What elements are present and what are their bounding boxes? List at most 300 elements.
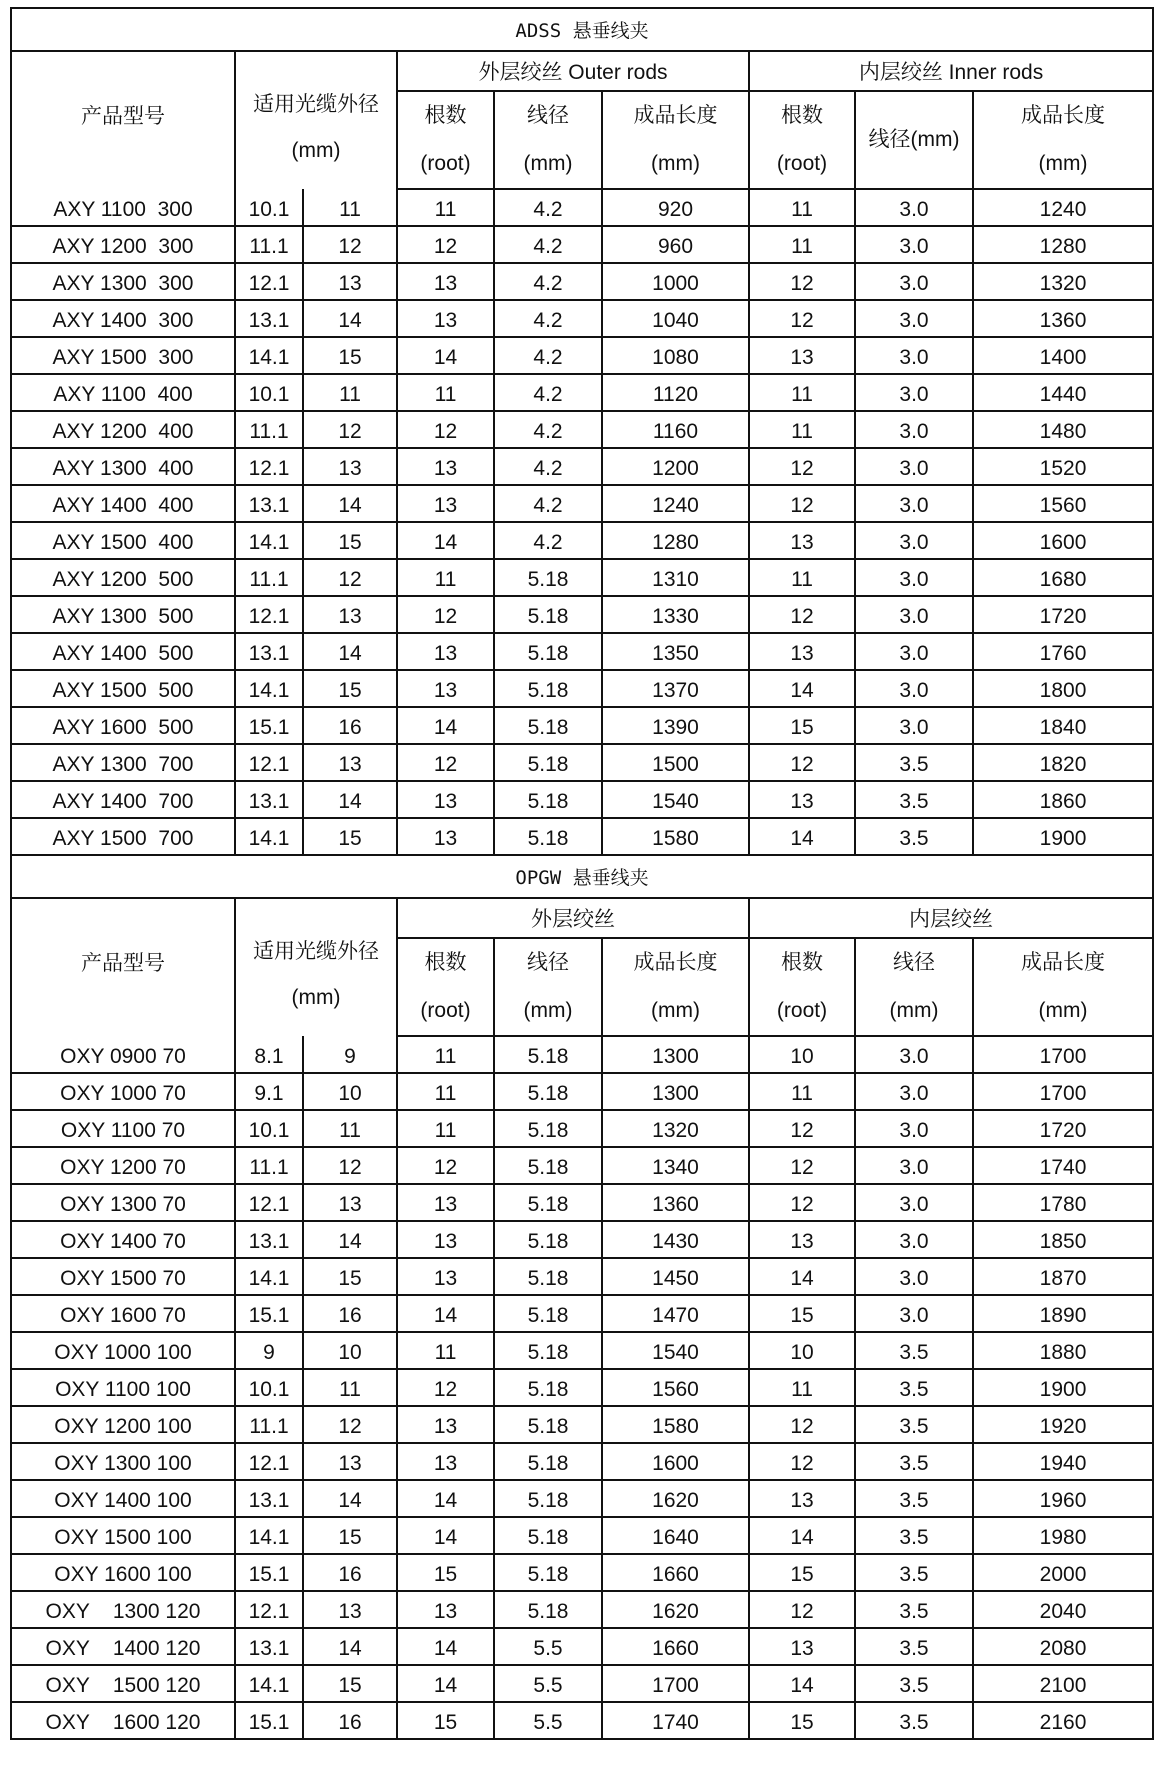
inner-wire: 3.5 (855, 744, 973, 781)
table-row (11, 1110, 1153, 1147)
inner-length: 1600 (973, 522, 1153, 559)
inner-length: 2000 (973, 1554, 1153, 1591)
outer-wire: 5.18 (494, 559, 602, 596)
table-row (11, 1554, 1153, 1591)
inner-wire: 3.5 (855, 1665, 973, 1702)
diameter-max: 15 (303, 1258, 397, 1295)
diameter-max: 14 (303, 633, 397, 670)
inner-wire: 3.0 (855, 1073, 973, 1110)
inner-count: 13 (749, 781, 855, 818)
outer-length: 1600 (602, 1443, 749, 1480)
outer-wire: 5.18 (494, 596, 602, 633)
outer-length: 1500 (602, 744, 749, 781)
opgw-header-inner-length-unit: (mm) (1038, 999, 1088, 1022)
model: OXY 1400 70 (11, 1221, 235, 1258)
opgw-header-outer-wire (494, 938, 602, 1036)
diameter-max: 13 (303, 1184, 397, 1221)
model: OXY 1500 70 (11, 1258, 235, 1295)
model: AXY 1500 500 (11, 670, 235, 707)
inner-wire: 3.5 (855, 781, 973, 818)
diameter-max: 13 (303, 744, 397, 781)
diameter-min: 10.1 (235, 189, 303, 226)
outer-length: 1580 (602, 818, 749, 855)
inner-count: 13 (749, 1628, 855, 1665)
outer-wire: 5.18 (494, 1480, 602, 1517)
diameter-max: 13 (303, 263, 397, 300)
outer-wire: 5.5 (494, 1702, 602, 1739)
outer-wire: 5.18 (494, 1554, 602, 1591)
diameter-max: 15 (303, 1517, 397, 1554)
table-row (11, 1480, 1153, 1517)
inner-length: 1280 (973, 226, 1153, 263)
inner-count: 12 (749, 1184, 855, 1221)
table-row (11, 300, 1153, 337)
outer-wire: 5.18 (494, 1369, 602, 1406)
outer-length: 1620 (602, 1591, 749, 1628)
diameter-max: 16 (303, 1702, 397, 1739)
outer-wire: 4.2 (494, 189, 602, 226)
diameter-max: 11 (303, 374, 397, 411)
adss-header-diameter (235, 51, 397, 189)
outer-count: 15 (397, 1702, 494, 1739)
inner-count: 15 (749, 1702, 855, 1739)
outer-length: 1160 (602, 411, 749, 448)
inner-count: 12 (749, 263, 855, 300)
diameter-max: 11 (303, 1110, 397, 1147)
inner-length: 1700 (973, 1073, 1153, 1110)
model: OXY 1200 70 (11, 1147, 235, 1184)
outer-count: 13 (397, 1184, 494, 1221)
inner-wire: 3.0 (855, 1184, 973, 1221)
outer-wire: 5.18 (494, 633, 602, 670)
inner-length: 1870 (973, 1258, 1153, 1295)
table-row (11, 596, 1153, 633)
outer-count: 13 (397, 781, 494, 818)
diameter-min: 9 (235, 1332, 303, 1369)
inner-wire: 3.5 (855, 1554, 973, 1591)
diameter-max: 12 (303, 559, 397, 596)
table-row (11, 1702, 1153, 1739)
outer-wire: 5.18 (494, 744, 602, 781)
inner-wire: 3.0 (855, 670, 973, 707)
outer-count: 11 (397, 189, 494, 226)
outer-length: 1310 (602, 559, 749, 596)
outer-count: 14 (397, 707, 494, 744)
opgw-header-outer-length-unit: (mm) (651, 999, 700, 1022)
diameter-min: 15.1 (235, 707, 303, 744)
inner-wire: 3.0 (855, 300, 973, 337)
inner-count: 12 (749, 1443, 855, 1480)
inner-wire: 3.5 (855, 1628, 973, 1665)
diameter-max: 13 (303, 1443, 397, 1480)
inner-count: 12 (749, 744, 855, 781)
adss-header-outer-length-label: 成品长度 (633, 104, 718, 127)
diameter-max: 15 (303, 670, 397, 707)
inner-wire: 3.0 (855, 1147, 973, 1184)
table-row (11, 670, 1153, 707)
adss-header-inner-count-label: 根数 (781, 104, 823, 127)
diameter-min: 12.1 (235, 1443, 303, 1480)
outer-length: 1580 (602, 1406, 749, 1443)
model: OXY 1400 100 (11, 1480, 235, 1517)
adss-header-outer-count-unit: (root) (420, 152, 471, 175)
table-row (11, 1591, 1153, 1628)
inner-length: 1700 (973, 1036, 1153, 1073)
diameter-min: 11.1 (235, 411, 303, 448)
inner-length: 1360 (973, 300, 1153, 337)
model: AXY 1100 400 (11, 374, 235, 411)
diameter-min: 10.1 (235, 1110, 303, 1147)
outer-count: 12 (397, 411, 494, 448)
outer-wire: 5.18 (494, 818, 602, 855)
model: OXY 1300 120 (11, 1591, 235, 1628)
outer-count: 14 (397, 1480, 494, 1517)
outer-length: 1240 (602, 485, 749, 522)
inner-count: 13 (749, 522, 855, 559)
adss-header-outer-group: 外层绞丝 Outer rods (397, 51, 749, 91)
opgw-header-inner-wire (855, 938, 973, 1036)
inner-length: 1400 (973, 337, 1153, 374)
outer-length: 1390 (602, 707, 749, 744)
inner-count: 14 (749, 818, 855, 855)
model: AXY 1400 700 (11, 781, 235, 818)
outer-length: 1540 (602, 781, 749, 818)
model: AXY 1600 500 (11, 707, 235, 744)
diameter-min: 12.1 (235, 263, 303, 300)
outer-count: 13 (397, 448, 494, 485)
inner-length: 1820 (973, 744, 1153, 781)
diameter-min: 12.1 (235, 1591, 303, 1628)
diameter-max: 12 (303, 1406, 397, 1443)
outer-wire: 4.2 (494, 411, 602, 448)
outer-wire: 4.2 (494, 448, 602, 485)
table-row (11, 559, 1153, 596)
inner-length: 1900 (973, 818, 1153, 855)
inner-count: 12 (749, 1591, 855, 1628)
outer-length: 1300 (602, 1073, 749, 1110)
table-row (11, 818, 1153, 855)
outer-wire: 4.2 (494, 300, 602, 337)
model: OXY 1000 70 (11, 1073, 235, 1110)
adss-header-inner-length (973, 91, 1153, 189)
diameter-min: 14.1 (235, 1258, 303, 1295)
table-row (11, 1665, 1153, 1702)
outer-count: 13 (397, 300, 494, 337)
inner-wire: 3.0 (855, 189, 973, 226)
outer-wire: 5.5 (494, 1628, 602, 1665)
outer-wire: 4.2 (494, 522, 602, 559)
diameter-min: 14.1 (235, 337, 303, 374)
outer-wire: 5.18 (494, 1184, 602, 1221)
adss-header-diameter-label: 适用光缆外径 (253, 93, 379, 116)
outer-count: 13 (397, 818, 494, 855)
outer-count: 11 (397, 1110, 494, 1147)
diameter-max: 14 (303, 300, 397, 337)
model: AXY 1200 400 (11, 411, 235, 448)
adss-header-inner-length-label: 成品长度 (1021, 104, 1106, 127)
outer-wire: 4.2 (494, 226, 602, 263)
outer-wire: 5.18 (494, 670, 602, 707)
inner-wire: 3.5 (855, 1480, 973, 1517)
adss-section-title: ADSS 悬垂线夹 (11, 8, 1153, 51)
adss-header-outer-wire-label: 线径 (527, 104, 569, 127)
diameter-min: 13.1 (235, 485, 303, 522)
outer-wire: 5.18 (494, 781, 602, 818)
model: AXY 1300 500 (11, 596, 235, 633)
opgw-header-model: 产品型号 (11, 898, 235, 1036)
outer-wire: 5.18 (494, 1036, 602, 1073)
model: OXY 0900 70 (11, 1036, 235, 1073)
diameter-max: 11 (303, 189, 397, 226)
inner-count: 12 (749, 1147, 855, 1184)
opgw-header-inner-group: 内层绞丝 (749, 898, 1153, 938)
diameter-min: 15.1 (235, 1702, 303, 1739)
opgw-header-diameter-label: 适用光缆外径 (253, 940, 379, 963)
inner-count: 14 (749, 670, 855, 707)
outer-length: 1120 (602, 374, 749, 411)
outer-length: 1560 (602, 1369, 749, 1406)
inner-length: 1940 (973, 1443, 1153, 1480)
table-row (11, 1258, 1153, 1295)
outer-count: 14 (397, 522, 494, 559)
diameter-max: 14 (303, 1221, 397, 1258)
inner-wire: 3.0 (855, 1036, 973, 1073)
inner-length: 1920 (973, 1406, 1153, 1443)
outer-length: 1540 (602, 1332, 749, 1369)
outer-count: 15 (397, 1554, 494, 1591)
opgw-header-inner-count-unit: (root) (776, 999, 828, 1022)
inner-wire: 3.5 (855, 1369, 973, 1406)
inner-wire: 3.5 (855, 1443, 973, 1480)
model: AXY 1500 300 (11, 337, 235, 374)
outer-length: 1000 (602, 263, 749, 300)
outer-length: 1280 (602, 522, 749, 559)
opgw-header-diameter (235, 898, 397, 1036)
outer-wire: 4.2 (494, 374, 602, 411)
table-row (11, 1184, 1153, 1221)
table-row (11, 1036, 1153, 1073)
outer-wire: 5.18 (494, 707, 602, 744)
opgw-header-inner-length-label: 成品长度 (1021, 951, 1106, 974)
inner-wire: 3.5 (855, 1332, 973, 1369)
outer-length: 1200 (602, 448, 749, 485)
inner-length: 1900 (973, 1369, 1153, 1406)
inner-wire: 3.0 (855, 374, 973, 411)
inner-wire: 3.5 (855, 1517, 973, 1554)
diameter-min: 12.1 (235, 448, 303, 485)
outer-count: 13 (397, 633, 494, 670)
diameter-min: 12.1 (235, 596, 303, 633)
inner-count: 12 (749, 1110, 855, 1147)
outer-length: 1620 (602, 1480, 749, 1517)
outer-length: 1450 (602, 1258, 749, 1295)
diameter-max: 10 (303, 1073, 397, 1110)
table-row (11, 1369, 1153, 1406)
spec-sheet (10, 7, 1152, 1740)
diameter-max: 12 (303, 226, 397, 263)
diameter-min: 9.1 (235, 1073, 303, 1110)
inner-wire: 3.0 (855, 559, 973, 596)
outer-length: 1640 (602, 1517, 749, 1554)
inner-length: 2040 (973, 1591, 1153, 1628)
model: AXY 1200 500 (11, 559, 235, 596)
inner-length: 1680 (973, 559, 1153, 596)
diameter-max: 16 (303, 1295, 397, 1332)
diameter-min: 11.1 (235, 226, 303, 263)
table-row (11, 411, 1153, 448)
opgw-header-outer-length-label: 成品长度 (633, 951, 718, 974)
outer-length: 1340 (602, 1147, 749, 1184)
diameter-min: 11.1 (235, 1406, 303, 1443)
inner-length: 1560 (973, 485, 1153, 522)
table-row (11, 1221, 1153, 1258)
inner-count: 13 (749, 1221, 855, 1258)
model: OXY 1100 70 (11, 1110, 235, 1147)
inner-wire: 3.0 (855, 633, 973, 670)
outer-wire: 5.18 (494, 1073, 602, 1110)
adss-header-inner-group: 内层绞丝 Inner rods (749, 51, 1153, 91)
adss-header-diameter-unit: (mm) (291, 139, 341, 162)
adss-header-outer-count (397, 91, 494, 189)
outer-count: 14 (397, 1665, 494, 1702)
adss-header-model: 产品型号 (11, 51, 235, 189)
inner-length: 2160 (973, 1702, 1153, 1739)
adss-header-outer-length-unit: (mm) (651, 152, 700, 175)
inner-length: 1840 (973, 707, 1153, 744)
diameter-min: 11.1 (235, 559, 303, 596)
outer-length: 1320 (602, 1110, 749, 1147)
inner-count: 11 (749, 1369, 855, 1406)
inner-length: 1440 (973, 374, 1153, 411)
outer-count: 12 (397, 744, 494, 781)
inner-count: 14 (749, 1258, 855, 1295)
opgw-header-diameter-unit: (mm) (291, 986, 341, 1009)
table-row (11, 781, 1153, 818)
model: OXY 1200 100 (11, 1406, 235, 1443)
adss-header-row (11, 51, 1153, 91)
table-row (11, 1147, 1153, 1184)
inner-count: 14 (749, 1517, 855, 1554)
inner-count: 12 (749, 596, 855, 633)
inner-wire: 3.0 (855, 1258, 973, 1295)
outer-count: 14 (397, 1628, 494, 1665)
outer-wire: 5.18 (494, 1517, 602, 1554)
inner-length: 2080 (973, 1628, 1153, 1665)
inner-count: 11 (749, 189, 855, 226)
outer-count: 14 (397, 1295, 494, 1332)
inner-length: 1760 (973, 633, 1153, 670)
adss-header-inner-wire-label: 线径(mm) (868, 128, 960, 151)
diameter-max: 9 (303, 1036, 397, 1073)
table-row (11, 448, 1153, 485)
model: AXY 1400 400 (11, 485, 235, 522)
adss-title-row (11, 8, 1153, 51)
outer-wire: 5.18 (494, 1591, 602, 1628)
inner-wire: 3.0 (855, 448, 973, 485)
opgw-header-inner-wire-unit: (mm) (889, 999, 939, 1022)
table-row (11, 707, 1153, 744)
inner-count: 15 (749, 1295, 855, 1332)
adss-header-outer-wire (494, 91, 602, 189)
inner-count: 14 (749, 1665, 855, 1702)
diameter-min: 10.1 (235, 374, 303, 411)
diameter-max: 13 (303, 1591, 397, 1628)
inner-count: 15 (749, 707, 855, 744)
table-row (11, 633, 1153, 670)
opgw-header-outer-group: 外层绞丝 (397, 898, 749, 938)
inner-wire: 3.0 (855, 485, 973, 522)
diameter-max: 14 (303, 781, 397, 818)
diameter-min: 13.1 (235, 633, 303, 670)
outer-count: 11 (397, 1036, 494, 1073)
outer-count: 13 (397, 485, 494, 522)
diameter-max: 13 (303, 448, 397, 485)
outer-count: 13 (397, 263, 494, 300)
inner-count: 11 (749, 411, 855, 448)
opgw-header-outer-wire-unit: (mm) (523, 999, 573, 1022)
diameter-min: 14.1 (235, 818, 303, 855)
diameter-max: 11 (303, 1369, 397, 1406)
opgw-title-row (11, 855, 1153, 898)
inner-length: 1720 (973, 596, 1153, 633)
inner-length: 1960 (973, 1480, 1153, 1517)
opgw-header-outer-count (397, 938, 494, 1036)
inner-wire: 3.0 (855, 337, 973, 374)
inner-length: 1780 (973, 1184, 1153, 1221)
opgw-header-row (11, 898, 1153, 938)
inner-wire: 3.0 (855, 263, 973, 300)
outer-length: 1740 (602, 1702, 749, 1739)
inner-wire: 3.5 (855, 1591, 973, 1628)
inner-length: 1240 (973, 189, 1153, 226)
model: AXY 1500 700 (11, 818, 235, 855)
model: AXY 1500 400 (11, 522, 235, 559)
model: OXY 1300 70 (11, 1184, 235, 1221)
inner-count: 15 (749, 1554, 855, 1591)
adss-header-outer-wire-unit: (mm) (523, 152, 573, 175)
outer-length: 1430 (602, 1221, 749, 1258)
inner-length: 1720 (973, 1110, 1153, 1147)
outer-length: 960 (602, 226, 749, 263)
opgw-header-outer-length (602, 938, 749, 1036)
diameter-max: 14 (303, 1480, 397, 1517)
inner-wire: 3.0 (855, 1295, 973, 1332)
outer-length: 1660 (602, 1554, 749, 1591)
diameter-min: 14.1 (235, 670, 303, 707)
model: AXY 1400 500 (11, 633, 235, 670)
diameter-max: 15 (303, 337, 397, 374)
model: AXY 1400 300 (11, 300, 235, 337)
outer-count: 13 (397, 1221, 494, 1258)
inner-length: 1320 (973, 263, 1153, 300)
outer-count: 11 (397, 1073, 494, 1110)
diameter-max: 14 (303, 1628, 397, 1665)
diameter-max: 15 (303, 522, 397, 559)
inner-length: 1740 (973, 1147, 1153, 1184)
inner-length: 1800 (973, 670, 1153, 707)
outer-count: 11 (397, 559, 494, 596)
opgw-header-outer-count-unit: (root) (420, 999, 471, 1022)
inner-length: 1860 (973, 781, 1153, 818)
diameter-max: 14 (303, 485, 397, 522)
diameter-min: 10.1 (235, 1369, 303, 1406)
inner-length: 1520 (973, 448, 1153, 485)
diameter-max: 12 (303, 411, 397, 448)
opgw-header-inner-length (973, 938, 1153, 1036)
outer-wire: 5.18 (494, 1295, 602, 1332)
model: AXY 1300 700 (11, 744, 235, 781)
model: OXY 1300 100 (11, 1443, 235, 1480)
